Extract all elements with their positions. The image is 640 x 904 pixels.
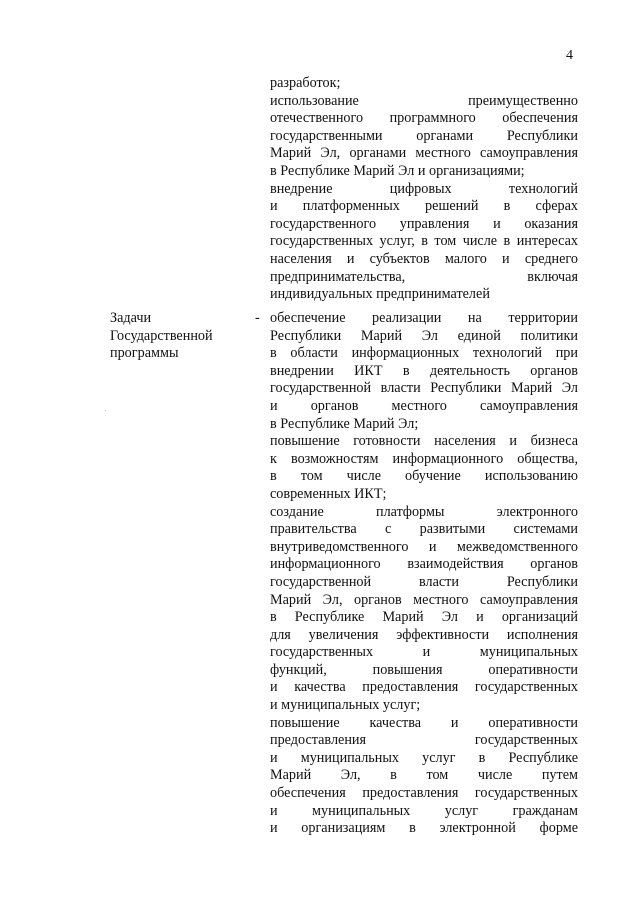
- text-line: предпринимательства, включая: [270, 268, 578, 285]
- text-line: для увеличения эффективности исполнения: [270, 626, 578, 643]
- text-line: населения и субъектов малого и среднего: [270, 250, 578, 267]
- tasks-section-label: [110, 310, 250, 363]
- text-line: и муниципальных услуг гражданам: [270, 802, 578, 819]
- text-line: использование преимущественно: [270, 92, 578, 109]
- text-line: разработок;: [270, 75, 341, 91]
- text-line: в области информационных технологий при: [270, 345, 578, 362]
- tasks-section-body: [270, 310, 578, 838]
- text-line: Республики Марий Эл единой политики: [270, 327, 578, 344]
- text-line: обеспечение реализации на территории: [270, 310, 578, 326]
- text-line: отечественного программного обеспечения: [270, 110, 578, 127]
- text-line: и муниципальных услуг;: [270, 697, 421, 714]
- text-line: в том числе обучение использованию: [270, 468, 578, 485]
- separator-dash: -: [255, 310, 260, 326]
- text-line: Марий Эл, органов местного самоуправления: [270, 591, 578, 608]
- text-line: государственной власти Республики: [270, 573, 578, 590]
- text-line: и органов местного самоуправления: [270, 397, 578, 414]
- text-line: функций, повышения оперативности: [270, 661, 578, 678]
- text-line: государственного управления и оказания: [270, 215, 578, 232]
- label-line: программы: [110, 345, 179, 362]
- text-line: государственными органами Республики: [270, 127, 578, 144]
- text-line: и платформенных решений в сферах: [270, 198, 578, 215]
- text-line: правительства с развитыми системами: [270, 521, 578, 538]
- text-line: и качества предоставления государственных: [270, 679, 578, 696]
- text-line: и муниципальных услуг в Республике: [270, 749, 578, 766]
- text-line: в Республике Марий Эл и организаций: [270, 609, 578, 626]
- text-line: государственной власти Республики Марий Эл: [270, 380, 578, 397]
- text-line: индивидуальных предпринимателей: [270, 286, 490, 303]
- text-line: обеспечения предоставления государственных: [270, 785, 578, 802]
- text-line: внутриведомственного и межведомственного: [270, 538, 578, 555]
- scan-speck: [105, 410, 106, 411]
- page-number: 4: [566, 48, 573, 63]
- text-line: создание платформы электронного: [270, 503, 578, 520]
- text-line: в Республике Марий Эл и организациями;: [270, 162, 525, 179]
- text-line: в Республике Марий Эл;: [270, 415, 419, 432]
- text-line: предоставления государственных: [270, 732, 578, 749]
- label-line: Задачи: [110, 310, 152, 326]
- text-line: повышение готовности населения и бизнеса: [270, 433, 578, 450]
- text-line: внедрении ИКТ в деятельность органов: [270, 362, 578, 379]
- text-line: к возможностям информационного общества,: [270, 450, 578, 467]
- text-line: внедрение цифровых технологий: [270, 180, 578, 197]
- text-line: и организациям в электронной форме: [270, 820, 578, 837]
- text-line: Марий Эл, органами местного самоуправления: [270, 145, 578, 162]
- text-line: Марий Эл, в том числе путем: [270, 767, 578, 784]
- text-line: государственных и муниципальных: [270, 644, 578, 661]
- text-line: современных ИКТ;: [270, 485, 387, 502]
- text-line: государственных услуг, в том числе в интересах: [270, 233, 578, 250]
- text-line: повышение качества и оперативности: [270, 714, 578, 731]
- text-line: информационного взаимодействия органов: [270, 556, 578, 573]
- label-line: Государственной: [110, 327, 213, 344]
- previous-section-continuation: [270, 75, 578, 304]
